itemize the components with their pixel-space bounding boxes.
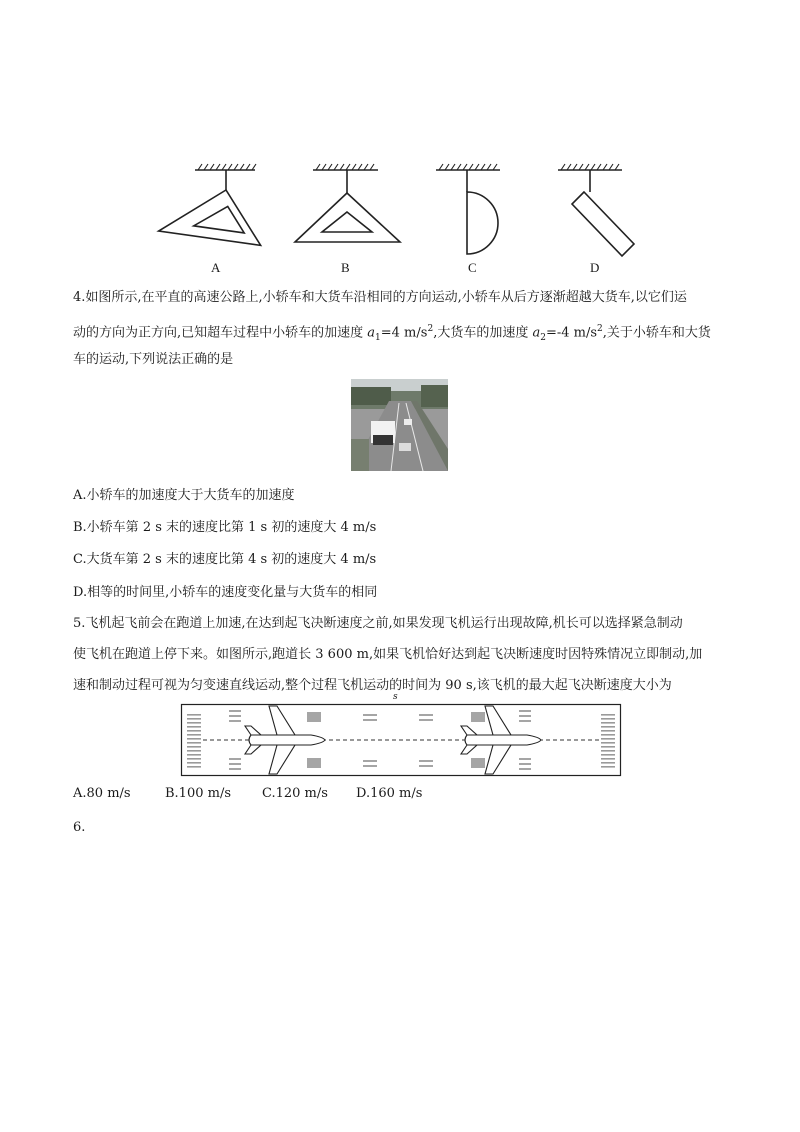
q5-option-b: B.100 m/s: [165, 786, 232, 801]
q4-option-c: C.大货车第 2 s 末的速度比第 4 s 初的速度大 4 m/s: [73, 552, 377, 567]
q4-a2-subscript: 2: [540, 332, 546, 343]
q5-stem-line2: 使飞机在跑道上停下来。如图所示,跑道长 3 600 m,如果飞机恰好达到起飞决断速度时因特殊情况立即制动,加: [73, 647, 703, 662]
q3-label-b: B: [341, 260, 350, 275]
highway-photo: [351, 379, 448, 471]
q4-a2-superscript: 2: [597, 324, 603, 334]
q3-option-b-drawing: [295, 164, 400, 242]
q4-option-d: D.相等的时间里,小轿车的速度变化量与大货车的相同: [73, 585, 378, 600]
q5-option-a: A.80 m/s: [73, 786, 131, 801]
q4-stem-text-b: ,大货车的加速度: [433, 325, 533, 341]
q5-option-d: D.160 m/s: [356, 786, 423, 801]
q4-stem-line1: 4.如图所示,在平直的高速公路上,小轿车和大货车沿相同的方向运动,小轿车从后方逐渐超越大货车,以它们运: [73, 290, 687, 305]
runway-length-label: s: [393, 692, 398, 702]
q4-a1-subscript: 1: [375, 332, 381, 343]
q6-number: 6.: [73, 820, 86, 835]
q4-stem-text-c: ,关于小轿车和大货: [602, 325, 711, 341]
q4-a2-symbol: a: [532, 325, 541, 341]
q3-label-d: D: [590, 260, 600, 275]
q4-a1-symbol: a: [367, 325, 376, 341]
q4-a2-value: =-4 m/s: [545, 325, 598, 341]
q4-a1-superscript: 2: [427, 324, 434, 334]
q3-option-d-drawing: [558, 164, 634, 256]
q4-stem-line3: 车的运动,下列说法正确的是: [73, 352, 234, 367]
q4-option-a: A.小轿车的加速度大于大货车的加速度: [73, 488, 295, 503]
q3-option-a-drawing: [159, 164, 268, 245]
q3-figure: [0, 160, 800, 280]
q4-a1-value: =4 m/s: [380, 325, 428, 341]
q4-stem-text-a: 动的方向为正方向,已知超车过程中小轿车的加速度: [73, 325, 368, 341]
q4-stem-line2: [73, 319, 711, 348]
q3-label-c: C: [468, 260, 477, 275]
q4-option-b: B.小轿车第 2 s 末的速度比第 1 s 初的速度大 4 m/s: [73, 520, 377, 535]
runway-figure: [181, 704, 621, 776]
q3-option-c-drawing: [436, 164, 500, 254]
q3-label-a: A: [211, 260, 221, 275]
q5-stem-line3: 速和制动过程可视为匀变速直线运动,整个过程飞机运动的时间为 90 s,该飞机的最大起飞决断速度大小为: [73, 678, 672, 693]
q5-stem-line1: 5.飞机起飞前会在跑道上加速,在达到起飞决断速度之前,如果发现飞机运行出现故障,机长可以选择紧急制动: [73, 616, 683, 631]
q5-option-c: C.120 m/s: [262, 786, 328, 801]
